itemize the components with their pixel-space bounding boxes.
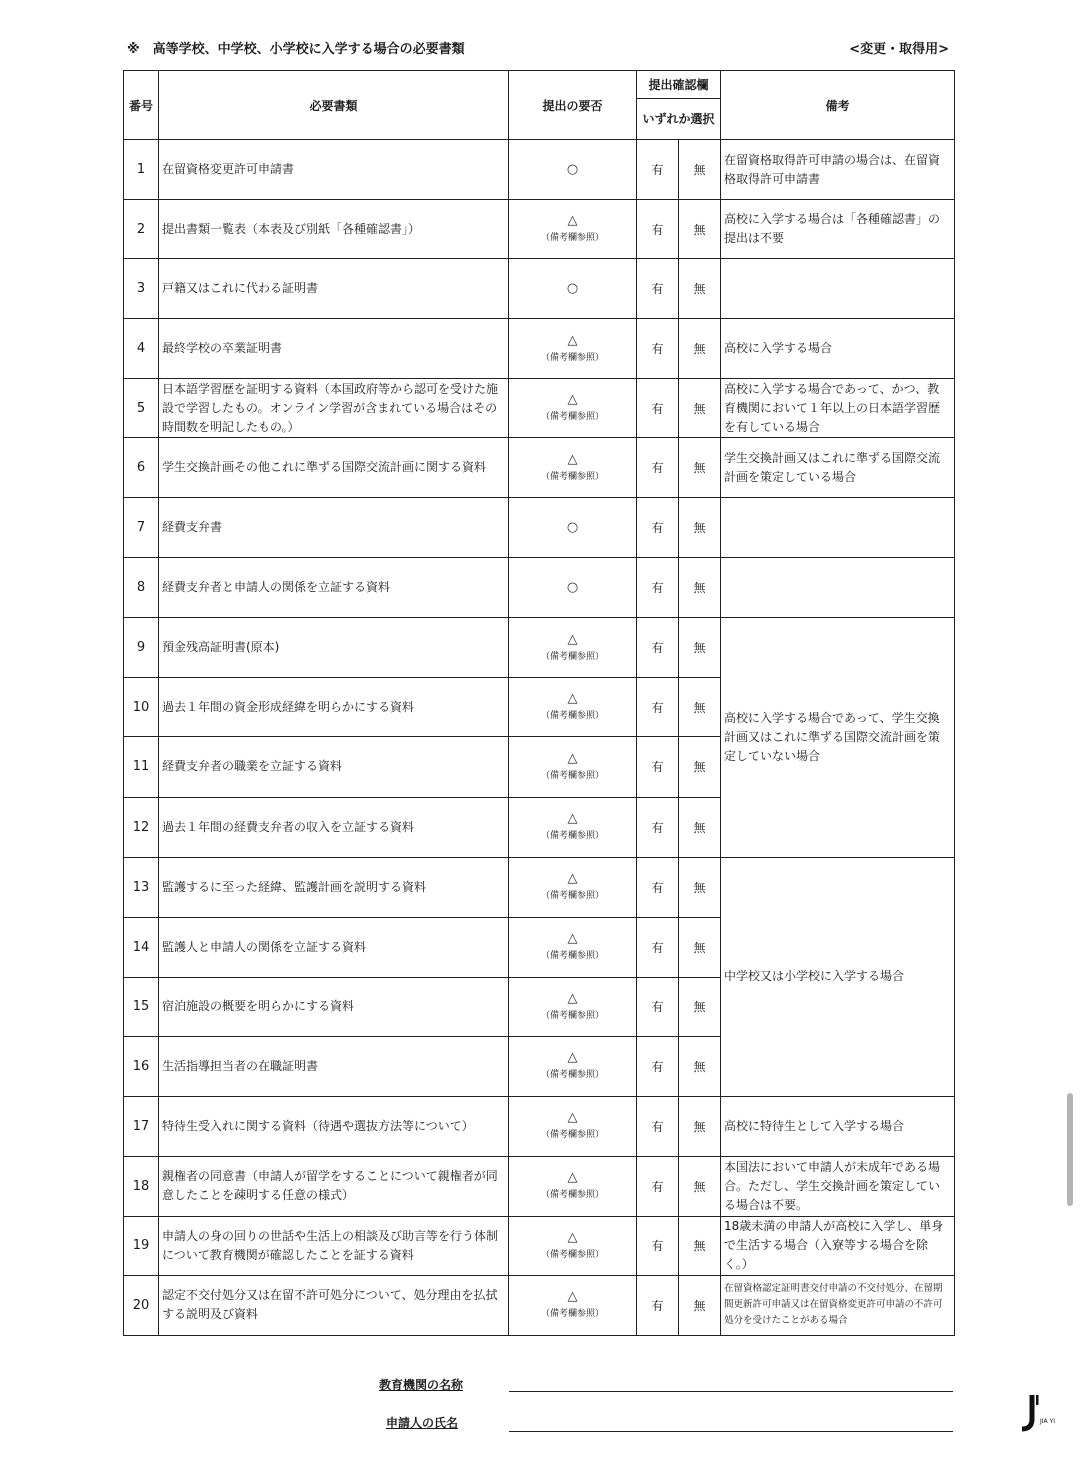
required-cell [509, 1216, 637, 1275]
confirm-no-option[interactable]: 無 [679, 1096, 721, 1156]
document-name: 監護するに至った経緯、監護計画を説明する資料 [159, 857, 509, 917]
brand-logo-text: JIA YI [1040, 1418, 1055, 1425]
remarks-cell: 高校に入学する場合であって、かつ、教育機関において１年以上の日本語学習歴を有している場合 [721, 379, 955, 438]
table-row [124, 857, 955, 917]
required-mark: △ [567, 1050, 578, 1066]
confirm-no-option[interactable]: 無 [679, 917, 721, 977]
remarks-cell: 本国法において申請人が未成年である場合。ただし、学生交換計画を策定している場合は不要。 [721, 1156, 955, 1216]
required-mark: △ [567, 392, 578, 408]
table-row [124, 558, 955, 618]
row-number: 7 [124, 498, 159, 558]
required-note: （備考欄参照） [540, 1309, 604, 1320]
required-cell [509, 857, 637, 917]
confirm-yes-option[interactable]: 有 [637, 1275, 679, 1335]
table-row [124, 140, 955, 200]
required-mark: ○ [566, 161, 579, 177]
remarks-cell [721, 259, 955, 319]
document-name: 経費支弁書 [159, 498, 509, 558]
required-cell [509, 319, 637, 379]
confirm-yes-option[interactable]: 有 [637, 438, 679, 498]
confirm-no-option[interactable]: 無 [679, 1216, 721, 1275]
confirm-yes-option[interactable]: 有 [637, 977, 679, 1036]
required-mark: △ [567, 1289, 578, 1305]
required-cell [509, 1096, 637, 1156]
row-number: 13 [124, 857, 159, 917]
required-note: （備考欄参照） [540, 412, 604, 423]
row-number: 4 [124, 319, 159, 379]
institution-name-label: 教育機関の名称 [379, 1378, 464, 1392]
remarks-cell [721, 498, 955, 558]
required-cell [509, 1036, 637, 1096]
required-cell [509, 737, 637, 797]
confirm-yes-option[interactable]: 有 [637, 1156, 679, 1216]
table-row [124, 1275, 955, 1335]
row-number: 2 [124, 200, 159, 259]
document-name: 日本語学習歴を証明する資料（本国政府等から認可を受けた施設で学習したもの。オンライン学習が含まれている場合はその時間数を明記したもの。） [159, 379, 509, 438]
row-number: 17 [124, 1096, 159, 1156]
required-note: （備考欄参照） [540, 651, 604, 662]
confirm-no-option[interactable]: 無 [679, 977, 721, 1036]
remarks-cell: 在留資格取得許可申請の場合は、在留資格取得許可申請書 [721, 140, 955, 200]
remarks-cell: 学生交換計画又はこれに準ずる国際交流計画を策定している場合 [721, 438, 955, 498]
confirm-no-option[interactable]: 無 [679, 1036, 721, 1096]
required-documents-table [123, 70, 955, 1336]
row-number: 18 [124, 1156, 159, 1216]
table-row [124, 1096, 955, 1156]
confirm-yes-option[interactable]: 有 [637, 200, 679, 259]
confirm-no-option[interactable]: 無 [679, 1275, 721, 1335]
table-row [124, 498, 955, 558]
remarks-cell [721, 558, 955, 618]
required-cell [509, 917, 637, 977]
required-note: （備考欄参照） [540, 471, 604, 482]
row-number: 6 [124, 438, 159, 498]
required-cell [509, 558, 637, 618]
col-header-number: 番号 [124, 71, 159, 140]
required-mark: △ [567, 990, 578, 1006]
required-note: （備考欄参照） [540, 1190, 604, 1201]
required-mark: △ [567, 1110, 578, 1126]
confirm-no-option[interactable]: 無 [679, 618, 721, 678]
required-mark: △ [567, 1170, 578, 1186]
document-name: 経費支弁者と申請人の関係を立証する資料 [159, 558, 509, 618]
form-type-tag: <変更・取得用> [849, 42, 949, 57]
required-mark: △ [567, 931, 578, 947]
required-note: （備考欄参照） [540, 352, 604, 363]
table-row [124, 1216, 955, 1275]
row-number: 16 [124, 1036, 159, 1096]
required-mark: △ [567, 750, 578, 766]
required-cell [509, 797, 637, 857]
applicant-name-field[interactable] [509, 1431, 953, 1432]
required-mark: ○ [566, 280, 579, 296]
remarks-cell: 高校に入学する場合 [721, 319, 955, 379]
table-row [124, 438, 955, 498]
row-number: 11 [124, 737, 159, 797]
required-note: （備考欄参照） [540, 1249, 604, 1260]
required-cell [509, 1275, 637, 1335]
required-note: （備考欄参照） [540, 1010, 604, 1021]
confirm-no-option[interactable]: 無 [679, 379, 721, 438]
remarks-cell: 高校に入学する場合であって、学生交換計画又はこれに準ずる国際交流計画を策定していない場合 [721, 618, 955, 857]
confirm-yes-option[interactable]: 有 [637, 498, 679, 558]
confirm-yes-option[interactable]: 有 [637, 1036, 679, 1096]
document-name: 過去１年間の資金形成経緯を明らかにする資料 [159, 678, 509, 737]
document-name: 学生交換計画その他これに準ずる国際交流計画に関する資料 [159, 438, 509, 498]
confirm-yes-option[interactable]: 有 [637, 797, 679, 857]
required-mark: △ [567, 811, 578, 827]
confirm-yes-option[interactable]: 有 [637, 140, 679, 200]
required-cell [509, 379, 637, 438]
required-note: （備考欄参照） [540, 891, 604, 902]
document-name: 提出書類一覧表（本表及び別紙「各種確認書」） [159, 200, 509, 259]
table-row [124, 379, 955, 438]
confirm-no-option[interactable]: 無 [679, 259, 721, 319]
document-name: 経費支弁者の職業を立証する資料 [159, 737, 509, 797]
required-note: （備考欄参照） [540, 1070, 604, 1081]
confirm-no-option[interactable]: 無 [679, 1156, 721, 1216]
applicant-name-label: 申請人の氏名 [386, 1416, 459, 1430]
confirm-no-option[interactable]: 無 [679, 797, 721, 857]
required-mark: △ [567, 213, 578, 229]
row-number: 9 [124, 618, 159, 678]
row-number: 14 [124, 917, 159, 977]
confirm-no-option[interactable]: 無 [679, 200, 721, 259]
col-header-required: 提出の要否 [509, 71, 637, 140]
confirm-no-option[interactable]: 無 [679, 857, 721, 917]
required-mark: △ [567, 631, 578, 647]
required-mark: ○ [566, 519, 579, 535]
confirm-no-option[interactable]: 無 [679, 498, 721, 558]
row-number: 19 [124, 1216, 159, 1275]
required-note: （備考欄参照） [540, 233, 604, 244]
required-mark: ○ [566, 579, 579, 595]
confirm-no-option[interactable]: 無 [679, 737, 721, 797]
confirm-no-option[interactable]: 無 [679, 678, 721, 737]
required-mark: △ [567, 1229, 578, 1245]
required-mark: △ [567, 691, 578, 707]
confirm-yes-option[interactable]: 有 [637, 379, 679, 438]
document-title: ※ 高等学校、中学校、小学校に入学する場合の必要書類 [127, 42, 465, 57]
remarks-cell: 中学校又は小学校に入学する場合 [721, 857, 955, 1096]
col-header-confirm-sub: いずれか選択 [637, 99, 721, 140]
confirm-no-option[interactable]: 無 [679, 140, 721, 200]
confirm-no-option[interactable]: 無 [679, 558, 721, 618]
table-row [124, 1156, 955, 1216]
remarks-cell: 18歳未満の申請人が高校に入学し、単身で生活する場合（入寮等する場合を除く。） [721, 1216, 955, 1275]
required-cell [509, 498, 637, 558]
confirm-yes-option[interactable]: 有 [637, 319, 679, 379]
confirm-yes-option[interactable]: 有 [637, 618, 679, 678]
remarks-cell: 高校に入学する場合は「各種確認書」の提出は不要 [721, 200, 955, 259]
document-name: 宿泊施設の概要を明らかにする資料 [159, 977, 509, 1036]
required-note: （備考欄参照） [540, 711, 604, 722]
row-number: 8 [124, 558, 159, 618]
row-number: 12 [124, 797, 159, 857]
col-header-document: 必要書類 [159, 71, 509, 140]
row-number: 3 [124, 259, 159, 319]
required-mark: △ [567, 332, 578, 348]
confirm-yes-option[interactable]: 有 [637, 558, 679, 618]
document-name: 戸籍又はこれに代わる証明書 [159, 259, 509, 319]
table-row [124, 618, 955, 678]
required-cell [509, 438, 637, 498]
required-cell [509, 678, 637, 737]
required-cell [509, 140, 637, 200]
document-name: 申請人の身の回りの世話や生活上の相談及び助言等を行う体制について教育機関が確認したことを証する資料 [159, 1216, 509, 1275]
remarks-cell: 在留資格認定証明書交付申請の不交付処分、在留期間更新許可申請又は在留資格変更許可申請の不許可処分を受けたことがある場合 [721, 1275, 955, 1335]
document-name: 親権者の同意書（申請人が留学をすることについて親権者が同意したことを疎明する任意の様式） [159, 1156, 509, 1216]
required-mark: △ [567, 451, 578, 467]
institution-name-field[interactable] [509, 1391, 953, 1392]
required-cell [509, 977, 637, 1036]
document-name: 生活指導担当者の在職証明書 [159, 1036, 509, 1096]
remarks-cell: 高校に特待生として入学する場合 [721, 1096, 955, 1156]
document-name: 預金残高証明書(原本) [159, 618, 509, 678]
document-name: 特待生受入れに関する資料（待遇や選抜方法等について） [159, 1096, 509, 1156]
required-note: （備考欄参照） [540, 1130, 604, 1141]
required-cell [509, 1156, 637, 1216]
confirm-no-option[interactable]: 無 [679, 319, 721, 379]
table-row [124, 319, 955, 379]
brand-logo [1018, 1393, 1064, 1433]
confirm-yes-option[interactable]: 有 [637, 259, 679, 319]
document-name: 監護人と申請人の関係を立証する資料 [159, 917, 509, 977]
row-number: 10 [124, 678, 159, 737]
required-cell [509, 618, 637, 678]
row-number: 5 [124, 379, 159, 438]
required-cell [509, 259, 637, 319]
confirm-yes-option[interactable]: 有 [637, 1096, 679, 1156]
row-number: 20 [124, 1275, 159, 1335]
confirm-no-option[interactable]: 無 [679, 438, 721, 498]
confirm-yes-option[interactable]: 有 [637, 917, 679, 977]
col-header-remarks: 備考 [721, 71, 955, 140]
confirm-yes-option[interactable]: 有 [637, 1216, 679, 1275]
table-row [124, 200, 955, 259]
required-note: （備考欄参照） [540, 951, 604, 962]
confirm-yes-option[interactable]: 有 [637, 857, 679, 917]
required-note: （備考欄参照） [540, 831, 604, 842]
confirm-yes-option[interactable]: 有 [637, 737, 679, 797]
table-row [124, 259, 955, 319]
col-header-confirm: 提出確認欄 [637, 71, 721, 99]
confirm-yes-option[interactable]: 有 [637, 678, 679, 737]
row-number: 1 [124, 140, 159, 200]
document-name: 認定不交付処分又は在留不許可処分について、処分理由を払拭する説明及び資料 [159, 1275, 509, 1335]
scrollbar-thumb[interactable] [1067, 1093, 1073, 1206]
document-name: 過去１年間の経費支弁者の収入を立証する資料 [159, 797, 509, 857]
row-number: 15 [124, 977, 159, 1036]
document-name: 最終学校の卒業証明書 [159, 319, 509, 379]
required-note: （備考欄参照） [540, 770, 604, 781]
required-cell [509, 200, 637, 259]
required-mark: △ [567, 871, 578, 887]
document-name: 在留資格変更許可申請書 [159, 140, 509, 200]
